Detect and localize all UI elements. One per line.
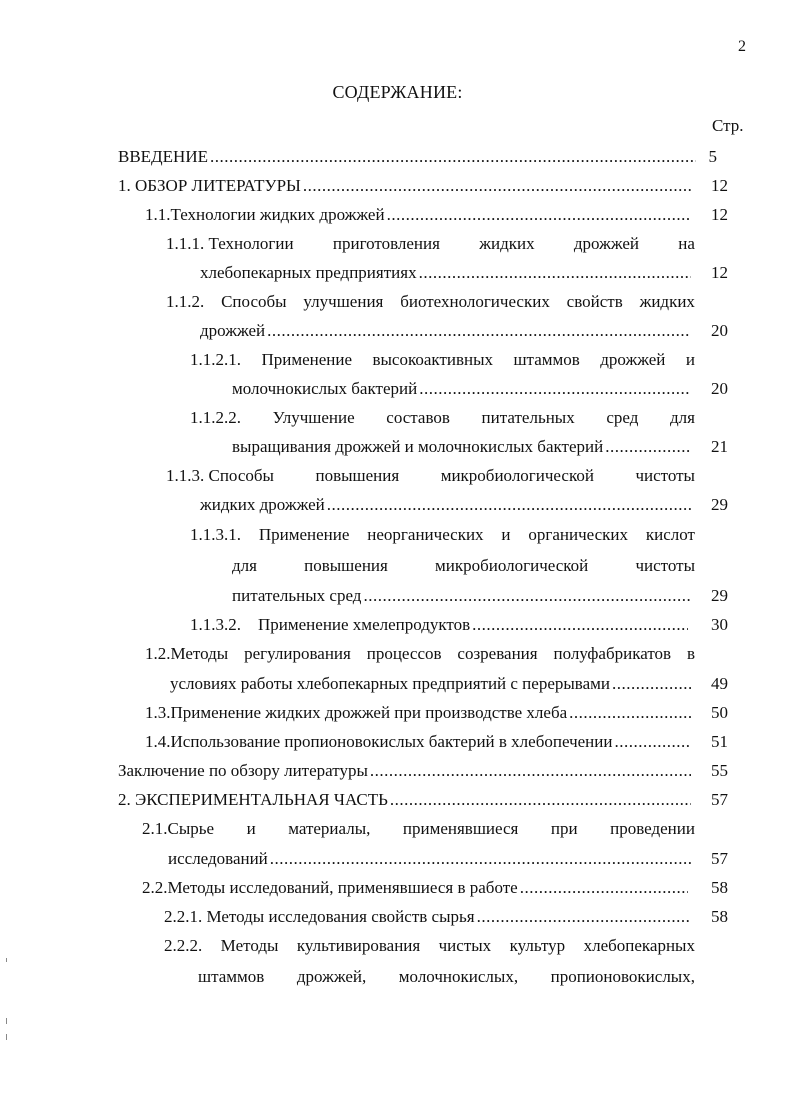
- toc-entry-chapter-1: [118, 175, 693, 197]
- toc-entry-1-1-2-1-line1: [190, 349, 695, 371]
- word: неорганических: [367, 525, 484, 544]
- toc-entry-text: Заключение по обзору литературы: [118, 761, 368, 780]
- word: чистых: [438, 936, 492, 955]
- word: дрожжей,: [296, 967, 367, 986]
- leader-dots: [605, 436, 691, 458]
- leader-dots: [327, 494, 691, 516]
- toc-page-number: 49: [711, 674, 728, 693]
- word: полуфабрикатов: [553, 644, 672, 663]
- word: повышения: [315, 466, 400, 485]
- word: 1.1.2.1.: [190, 350, 241, 369]
- word: созревания: [457, 644, 538, 663]
- toc-page-number: 20: [711, 379, 728, 398]
- scan-margin-mark: [6, 1034, 7, 1040]
- toc-entry-1-1: [145, 204, 693, 226]
- toc-entry-1-1-2-2-line2: [232, 436, 693, 458]
- word: для: [232, 556, 257, 575]
- toc-page-number: 5: [708, 147, 717, 166]
- word: регулирования: [244, 644, 351, 663]
- toc-entry-1-1-3-1-line3: [232, 585, 693, 607]
- toc-entry-1-1-3-1-line2: [232, 555, 695, 577]
- toc-page-number: 21: [711, 437, 728, 456]
- toc-entry-1-4: [145, 731, 693, 753]
- word: на: [678, 234, 695, 253]
- leader-dots: [472, 614, 688, 636]
- leader-dots: [520, 877, 688, 899]
- word: органических: [528, 525, 629, 544]
- page-number: 2: [738, 38, 746, 55]
- word: составов: [386, 408, 450, 427]
- word: хлебопекарных: [583, 936, 695, 955]
- toc-page-number: 12: [711, 205, 728, 224]
- word: Способы: [221, 292, 287, 311]
- word: свойств: [566, 292, 623, 311]
- toc-page-number: 58: [711, 907, 728, 926]
- word: культивирования: [296, 936, 421, 955]
- leader-dots: [612, 673, 691, 695]
- word: жидких: [479, 234, 535, 253]
- word: повышения: [304, 556, 388, 575]
- toc-entry-text: условиях работы хлебопекарных предприятий с перерывами: [170, 674, 610, 693]
- word: питательных: [481, 408, 575, 427]
- toc-entry-text: 1.3.Применение жидких дрожжей при производстве хлеба: [145, 703, 568, 722]
- toc-entry-text: молочнокислых бактерий: [232, 379, 418, 398]
- toc-entry-1-1-2-2-line1: [190, 407, 695, 429]
- toc-entry-1-1-3-line1: [166, 465, 695, 487]
- word: применявшиеся: [402, 819, 519, 838]
- word: для: [670, 408, 695, 427]
- word: и: [246, 819, 256, 838]
- toc-entry-text: 1.4.Использование пропионовокислых бактерий в хлебопечении: [145, 732, 613, 751]
- toc-page-number: 51: [711, 732, 728, 751]
- word: в: [686, 644, 695, 663]
- toc-entry-1-1-2-1-line2: [232, 378, 693, 400]
- toc-entry-1-3: [145, 702, 693, 724]
- leader-dots: [267, 320, 691, 342]
- word: и: [685, 350, 695, 369]
- word: чистоты: [635, 556, 695, 575]
- toc-entry-2-1-line1: [142, 818, 695, 840]
- toc-entry-text: выращивания дрожжей и молочнокислых бактерий: [232, 437, 604, 456]
- word: 1.1.3.1.: [190, 525, 241, 544]
- toc-entry-1-1-3-1-line1: [190, 524, 695, 546]
- word: материалы,: [288, 819, 371, 838]
- toc-entry-text: 1. ОБЗОР ЛИТЕРАТУРЫ: [118, 176, 301, 195]
- leader-dots: [370, 760, 691, 782]
- toc-entry-text: питательных сред: [232, 586, 362, 605]
- word: биотехнологических: [400, 292, 550, 311]
- leader-dots: [387, 204, 691, 226]
- leader-dots: [569, 702, 691, 724]
- toc-title: СОДЕРЖАНИЕ:: [332, 82, 463, 102]
- word: культур: [509, 936, 566, 955]
- toc-entry-1-2-line2: [170, 673, 693, 695]
- word: и: [501, 525, 511, 544]
- leader-dots: [210, 146, 696, 168]
- word: 1.1.2.: [166, 292, 205, 311]
- word: штаммов: [513, 350, 580, 369]
- toc-entry-2-2-1: [164, 906, 693, 928]
- leader-dots: [477, 906, 691, 928]
- word: высокоактивных: [372, 350, 494, 369]
- word: улучшения: [303, 292, 384, 311]
- toc-entry-1-1-3-2: [190, 614, 690, 636]
- toc-entry-text: 2. ЭКСПЕРИМЕНТАЛЬНАЯ ЧАСТЬ: [118, 790, 388, 809]
- toc-page-number: 29: [711, 495, 728, 514]
- toc-entry-2-1-line2: [168, 848, 693, 870]
- word: дрожжей: [573, 234, 640, 253]
- toc-entry-text: ВВЕДЕНИЕ: [118, 147, 208, 166]
- word: 2.1.Сырье: [142, 819, 215, 838]
- toc-page-number: 50: [711, 703, 728, 722]
- toc-entry-text: хлебопекарных предприятиях: [200, 263, 417, 282]
- toc-entry-text: жидких дрожжей: [200, 495, 325, 514]
- toc-entry-text: 1.1.3.2. Применение хмелепродуктов: [190, 615, 471, 634]
- leader-dots: [419, 262, 691, 284]
- leader-dots: [303, 175, 691, 197]
- word: молочнокислых,: [398, 967, 519, 986]
- toc-entry-1-1-2-line2: [200, 320, 693, 342]
- word: приготовления: [332, 234, 440, 253]
- leader-dots: [614, 731, 691, 753]
- word: сред: [606, 408, 639, 427]
- toc-entry-2-2-2-line2: [198, 966, 695, 988]
- toc-page-number: 29: [711, 586, 728, 605]
- scan-margin-mark: [6, 1018, 7, 1024]
- toc-page-number: 55: [711, 761, 728, 780]
- toc-entry-1-2-line1: [145, 643, 695, 665]
- toc-entry-1-1-2-line1: [166, 291, 695, 313]
- toc-entry-2-2: [142, 877, 690, 899]
- toc-page-number: 58: [711, 878, 728, 897]
- word: 1.1.3. Способы: [166, 466, 274, 485]
- scan-margin-mark: [6, 958, 7, 962]
- leader-dots: [270, 848, 691, 870]
- toc-page-number: 30: [711, 615, 728, 634]
- toc-page-number: 57: [711, 790, 728, 809]
- word: штаммов: [198, 967, 265, 986]
- word: чистоты: [635, 466, 695, 485]
- toc-entry-chapter-2: [118, 789, 693, 811]
- toc-entry-2-2-2-line1: [164, 935, 695, 957]
- word: Применение: [258, 525, 350, 544]
- word: жидких: [639, 292, 695, 311]
- leader-dots: [390, 789, 691, 811]
- toc-page-number: 12: [711, 263, 728, 282]
- toc-entry-text: 1.1.Технологии жидких дрожжей: [145, 205, 385, 224]
- toc-entry-text: 2.2.1. Методы исследования свойств сырья: [164, 907, 475, 926]
- word: пропионовокислых,: [550, 967, 695, 986]
- toc-page-number: 12: [711, 176, 728, 195]
- word: кислот: [645, 525, 695, 544]
- toc-entry-text: дрожжей: [200, 321, 266, 340]
- toc-entry-1-1-1-line2: [200, 262, 693, 284]
- word: Применение: [261, 350, 353, 369]
- toc-page-number: 57: [711, 849, 728, 868]
- word: процессов: [366, 644, 442, 663]
- toc-page-number: 20: [711, 321, 728, 340]
- page-column-label: Стр.: [712, 116, 744, 135]
- toc-entry-text: 2.2.Методы исследований, применявшиеся в работе: [142, 878, 518, 897]
- word: 1.1.1. Технологии: [166, 234, 294, 253]
- word: дрожжей: [600, 350, 666, 369]
- toc-entry-conclusion: [118, 760, 693, 782]
- word: при: [550, 819, 578, 838]
- toc-entry-text: исследований: [168, 849, 268, 868]
- word: микробиологической: [435, 556, 589, 575]
- leader-dots: [419, 378, 691, 400]
- toc-entry-1-1-3-line2: [200, 494, 693, 516]
- leader-dots: [363, 585, 691, 607]
- toc-entry-1-1-1-line1: [166, 233, 695, 255]
- word: Методы: [220, 936, 279, 955]
- word: 1.2.Методы: [145, 644, 229, 663]
- word: микробиологической: [440, 466, 594, 485]
- word: 2.2.2.: [164, 936, 203, 955]
- toc-entry-intro: [118, 146, 698, 168]
- word: Улучшение: [272, 408, 355, 427]
- word: проведении: [610, 819, 695, 838]
- word: 1.1.2.2.: [190, 408, 241, 427]
